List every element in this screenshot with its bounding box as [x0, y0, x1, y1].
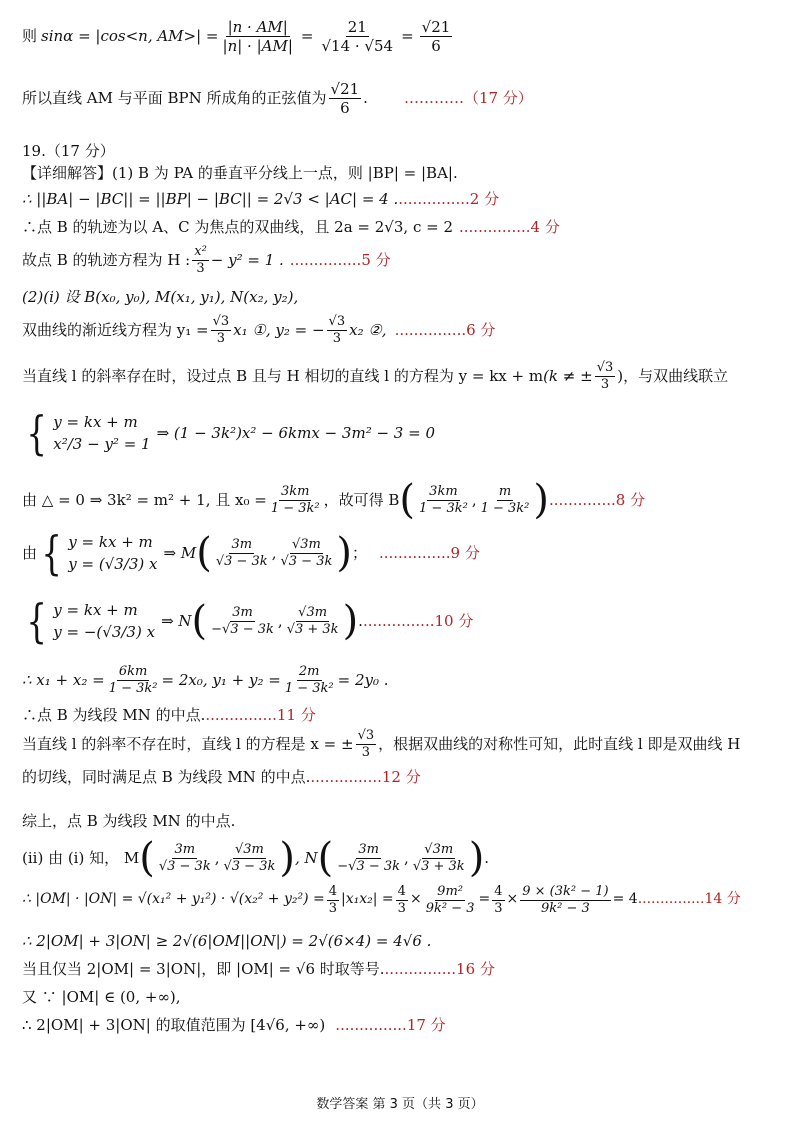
math-text: = 4	[612, 891, 638, 908]
math-text: 的切线，同时满足点 B 为线段 MN 的中点.	[22, 768, 311, 786]
fraction	[335, 842, 402, 874]
fraction-numerator: 3km	[280, 483, 310, 499]
equation-system-1	[22, 406, 782, 460]
fraction-denominator: 3	[361, 744, 370, 760]
fraction	[356, 728, 377, 760]
equality-condition-line	[22, 960, 782, 979]
fraction	[417, 484, 470, 516]
math-text: ⇒ N	[161, 611, 192, 630]
math-text: ⇒ M	[163, 543, 197, 562]
fraction-numerator: √3	[212, 314, 230, 329]
math-text: ∴ ||BA| − |BC|| = ||BP| − |BC|| = 2√3 < |AC| = 4 .	[22, 190, 399, 208]
fraction	[214, 537, 270, 569]
inequality-line	[22, 932, 782, 951]
fraction	[285, 605, 341, 637]
fraction-denominator: √3 − 3k	[215, 553, 268, 569]
score-mark: ...............11 分	[205, 706, 316, 724]
fraction-numerator: 3m	[174, 841, 196, 857]
math-text: = 2x₀, y₁ + y₂ =	[161, 670, 281, 689]
fraction	[424, 884, 477, 916]
fraction-numerator: √3m	[424, 841, 454, 857]
discriminant-line: 由 △ = 0 ⇒ 3k² = m² + 1, 且 x₀ = $\frac{3km}{\text{1 − 3k²}}$ ，故可得 B ( $\frac{3km}{\text{1 − 3k²}}$ , $\frac{m}{\text{1 − 3k²}}$ ) ..............8 分	[22, 477, 646, 523]
fraction	[319, 18, 395, 55]
range-line	[22, 1016, 782, 1035]
fraction	[107, 664, 160, 696]
score-mark: ...............2 分	[398, 190, 500, 208]
equation-system-3: { y = kx + m y = −(√3/3) x ⇒ N ( $\frac{3m}{-√3 - 3k}$ , $\frac{√3m}{√3 + 3k}$ ) . ...............10 分	[26, 594, 474, 648]
math-text: )，与双曲线联立	[617, 366, 729, 385]
fraction-denominator: √3 + 3k	[412, 858, 465, 874]
question-heading: 19.（17 分）	[22, 142, 115, 160]
question-number	[22, 142, 782, 161]
fraction-numerator: 3m	[358, 841, 379, 857]
domain-line	[22, 988, 782, 1007]
fraction-denominator: √14 · √54	[321, 37, 394, 55]
midpoint-sum-line	[22, 664, 782, 696]
math-text: ∴ 2|OM| + 3|ON| 的取值范围为 [4√6, +∞)	[22, 1016, 326, 1034]
score-mark: ...............16 分	[384, 960, 495, 978]
equation-system-2: 由 { y = kx + m y = (√3/3) x ⇒ M ( $\frac{3m}{√3 - 3k}$ , $\frac{√3m}{√3 - 3k}$ ) ； ...............9 分	[22, 526, 480, 580]
fraction-numerator: 2m	[298, 664, 320, 679]
math-text: ，故可得 B	[323, 490, 400, 509]
fraction-numerator: 3m	[232, 604, 253, 620]
fraction-numerator: √3	[596, 360, 614, 375]
system-row: y = −(√3/3) x	[53, 623, 156, 641]
math-text: =	[478, 891, 491, 908]
fraction-denominator: 1 − 3k²	[480, 500, 530, 516]
fraction-numerator: 4	[328, 884, 338, 899]
math-text: 当直线 l 的斜率存在时，设过点 B 且与 H 相切的直线 l 的方程为 y = kx + m	[22, 366, 544, 385]
fraction-denominator: √3 + 3k	[286, 621, 339, 637]
summary-line	[22, 812, 782, 831]
score-mark: ...............14 分	[637, 891, 741, 908]
fraction-numerator: 4	[494, 884, 503, 899]
fraction-numerator: 3km	[429, 483, 458, 499]
tangent-line-setup	[22, 360, 782, 392]
fraction-denominator: 3	[328, 900, 338, 916]
score-mark: ..............8 分	[549, 490, 646, 509]
system-row: y = (√3/3) x	[68, 555, 158, 573]
fraction-denominator: 3	[196, 260, 205, 276]
fraction-denominator: 1 − 3k²	[284, 680, 334, 696]
fraction-denominator: √3 − 3k	[158, 858, 211, 874]
fraction	[327, 314, 348, 346]
math-text: 双曲线的渐近线方程为 y₁ =	[22, 320, 209, 339]
math-text: = 2y₀ .	[337, 670, 389, 689]
math-text: ，根据双曲线的对称性可知，此时直线 l 即是双曲线 H	[378, 734, 741, 753]
score-mark: ...............12 分	[310, 768, 421, 786]
fraction	[520, 884, 610, 916]
fraction-numerator: √3	[328, 314, 346, 329]
math-text: 当直线 l 的斜率不存在时，直线 l 的方程是 x = ±	[22, 734, 354, 753]
math-text: x₂ ②,	[349, 320, 387, 339]
result-text: 所以直线 AM 与平面 BPN 所成角的正弦值为	[22, 89, 327, 108]
fraction-denominator: 9k² − 3	[425, 900, 475, 916]
fraction-denominator: 6	[431, 37, 441, 55]
fraction-numerator: x²	[194, 244, 207, 259]
score-mark: …………（17 分）	[403, 89, 533, 108]
fraction-numerator: √21	[330, 80, 360, 98]
math-text: 由	[22, 543, 38, 562]
system-row: y = kx + m	[53, 412, 138, 431]
fraction	[327, 884, 339, 916]
math-text: ∴点 B 的轨迹为以 A、C 为焦点的双曲线，且 2a = 2√3, c = 2	[22, 218, 453, 236]
math-text: 当且仅当 2|OM| = 3|ON|，即 |OM| = √6 时取等号.	[22, 960, 385, 978]
fraction-numerator: m	[498, 483, 512, 499]
asymptote-line	[22, 314, 782, 346]
math-text: |x₁x₂| =	[341, 891, 394, 908]
math-text: − y² = 1 .	[210, 250, 284, 269]
fraction-denominator: 1 − 3k²	[419, 500, 468, 516]
math-text: ∴点 B 为线段 MN 的中点.	[22, 706, 206, 724]
fraction	[479, 484, 532, 516]
fraction-numerator: 6km	[118, 664, 148, 679]
system-row: y = kx + m	[53, 600, 138, 619]
product-line	[22, 884, 782, 916]
fraction-numerator: 4	[397, 884, 406, 899]
fraction-denominator: 3	[600, 376, 610, 392]
math-text: (2)(i) 设 B(x₀, y₀), M(x₁, y₁), N(x₂, y₂),	[22, 288, 299, 306]
math-text: ∴ 2|OM| + 3|ON| ≥ 2√(6|OM||ON|) = 2√(6×4) = 4√6 .	[22, 932, 432, 950]
math-text: ⇒ (1 − 3k²)x² − 6kmx − 3m² − 3 = 0	[156, 423, 436, 442]
system-row: x²/3 − y² = 1	[53, 435, 151, 453]
hyperbola-line	[22, 218, 782, 237]
math-text: , N	[294, 848, 318, 867]
text-prefix: 则	[22, 27, 38, 46]
fraction-numerator: √3m	[291, 536, 321, 552]
fraction	[221, 18, 295, 55]
fraction	[595, 360, 616, 392]
fraction-denominator: |n| · |AM|	[222, 37, 293, 55]
score-mark: ...............17 分	[335, 1016, 446, 1034]
vertical-slope-line	[22, 728, 782, 760]
fraction	[157, 842, 213, 874]
fraction-numerator: 9m²	[437, 884, 463, 899]
fraction	[192, 244, 209, 276]
math-text: 综上，点 B 为线段 MN 的中点.	[22, 812, 236, 830]
fraction-denominator: 3	[494, 900, 503, 916]
fraction	[278, 537, 334, 569]
fraction	[283, 664, 336, 696]
math-text: (ii) 由 (i) 知， M	[22, 848, 140, 867]
brace-icon: {	[26, 406, 47, 460]
fraction	[411, 842, 467, 874]
score-mark: ...............10 分	[362, 611, 474, 630]
sine-result-line: 所以直线 AM 与平面 BPN 所成角的正弦值为 $\frac{√21}{6}$ . …………（17 分）	[22, 80, 533, 117]
system-rows	[53, 411, 150, 456]
brace-icon: {	[41, 526, 62, 580]
trajectory-equation-line	[22, 244, 782, 276]
score-mark: ...............9 分	[378, 543, 480, 562]
brace-icon: {	[26, 594, 47, 648]
system-rows	[68, 531, 157, 576]
system-rows	[53, 599, 155, 644]
fraction-denominator: 6	[340, 99, 350, 117]
fraction-denominator: 3	[216, 330, 226, 346]
fraction	[396, 884, 408, 916]
math-text: 故点 B 的轨迹方程为 H :	[22, 250, 191, 269]
fraction-numerator: 21	[347, 18, 367, 36]
sine-equation-line: 则 sinα = |cos<n, AM>| = $\frac{|n \cdot AM|}{|n| \cdot |AM|}$ = $\frac{21}{√14 \cdot √54}$ = $\frac{√21}{6}$	[22, 18, 451, 55]
sine-expression: sinα = |cos<n, AM>| =	[41, 27, 219, 46]
fraction-numerator: √3m	[234, 841, 264, 857]
fraction-denominator: 1 − 3k²	[270, 500, 320, 516]
fraction-numerator: √21	[421, 18, 451, 36]
fraction	[269, 484, 322, 516]
fraction-denominator: 1 − 3k²	[108, 680, 158, 696]
fraction	[222, 842, 278, 874]
math-text: ∴ x₁ + x₂ =	[22, 670, 105, 689]
math-text: x₁ ①, y₂ = −	[233, 320, 325, 339]
fraction	[329, 80, 362, 117]
system-row: y = kx + m	[68, 532, 153, 551]
fraction	[492, 884, 504, 916]
coordinate-setup-line	[22, 288, 782, 307]
midpoint-conclusion-line	[22, 706, 782, 725]
fraction-numerator: |n · AM|	[227, 18, 288, 36]
fraction-denominator: 3	[332, 330, 341, 346]
fraction-numerator: √3	[357, 728, 375, 743]
math-text: ×	[506, 891, 519, 908]
fraction-numerator: 3m	[231, 536, 253, 552]
math-text: 由 △ = 0 ⇒ 3k² = m² + 1, 且 x₀ =	[22, 490, 267, 509]
page-footer: 数学答案 第 3 页（共 3 页）	[316, 1097, 484, 1112]
fraction-denominator: √3 − 3k	[280, 553, 333, 569]
score-mark: ...............6 分	[394, 320, 496, 339]
math-text: ×	[409, 891, 422, 908]
detailed-answer-line	[22, 164, 782, 183]
fraction-denominator: −√3 − 3k	[337, 858, 401, 874]
fraction	[420, 18, 453, 55]
fraction-numerator: 9 × (3k² − 1)	[522, 884, 609, 899]
score-mark: ...............4 分	[459, 218, 560, 236]
math-text: 又 ∵ |OM| ∈ (0, +∞),	[22, 988, 181, 1006]
fraction-denominator: 3	[397, 900, 406, 916]
fraction-numerator: √3m	[298, 604, 328, 620]
tangent-midpoint-line	[22, 768, 782, 787]
fraction	[211, 314, 232, 346]
fraction-denominator: −√3 − 3k	[211, 621, 274, 637]
distance-line	[22, 190, 782, 209]
math-text: (k ≠ ±	[543, 366, 593, 385]
fraction-denominator: 9k² − 3	[541, 900, 590, 916]
answer-text: 【详细解答】(1) B 为 PA 的垂直平分线上一点，则 |BP| = |BA|.	[22, 164, 458, 182]
fraction-denominator: √3 − 3k	[223, 858, 276, 874]
fraction	[209, 605, 276, 637]
score-mark: ...............5 分	[289, 250, 391, 269]
part-ii-line: (ii) 由 (i) 知， M ( $\frac{3m}{√3 - 3k}$ , $\frac{√3m}{√3 - 3k}$ ) , N ( $\frac{3m}{-√3 - 3k}$ , $\frac{√3m}{√3 + 3k}$ ) .	[22, 835, 490, 881]
math-text: ∴ |OM| · |ON| = √(x₁² + y₁²) · √(x₂² + y₂²) =	[22, 891, 325, 908]
